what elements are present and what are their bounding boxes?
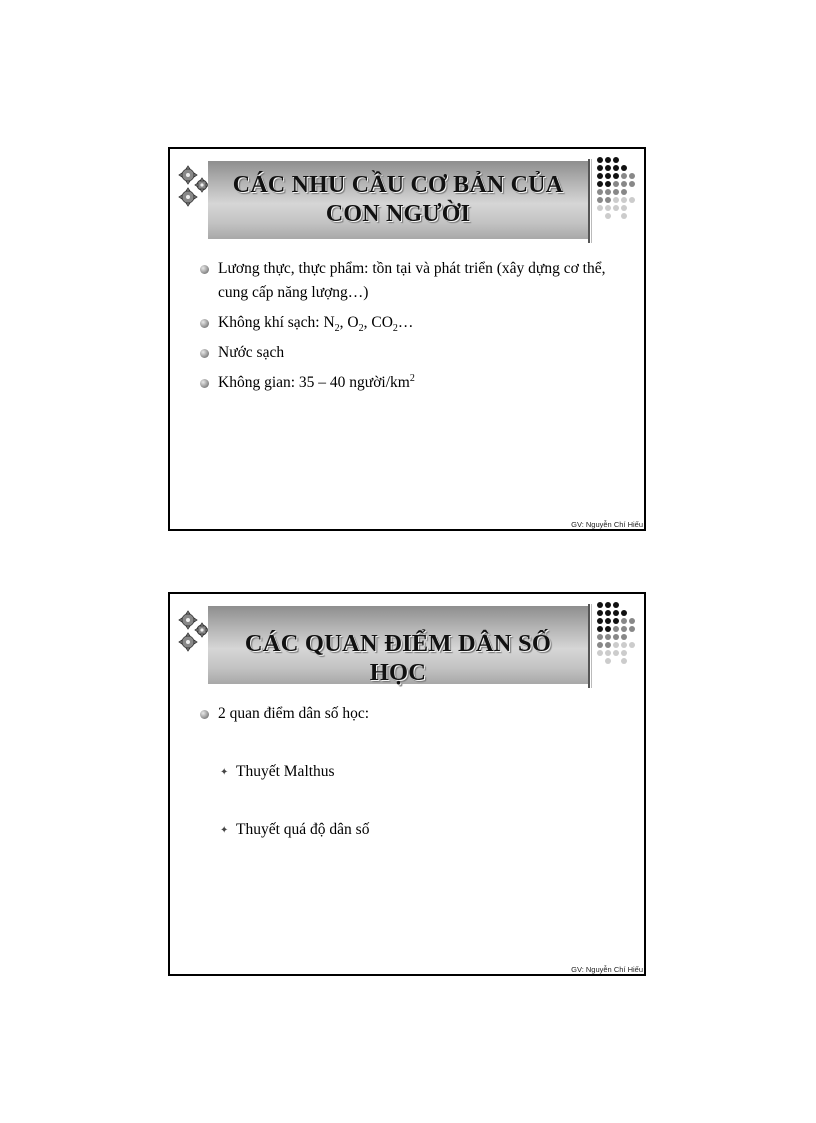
sub-bullet-text: Thuyết quá độ dân số [236,821,370,838]
sub-bullet-text: Thuyết Malthus [236,763,335,780]
divider-line-light [591,159,592,243]
gear-icon [178,608,212,656]
bullet-dot-icon [200,710,209,719]
slide-footer: GV: Nguyễn Chí Hiếu [571,520,643,529]
title-bar [208,606,588,684]
divider-line-light [591,604,592,688]
star-bullet-icon: ✦ [220,767,229,778]
sub-bullet-item [218,760,630,784]
bullet-item [200,257,630,305]
dot-grid-icon [595,155,647,233]
slide-title-line-2: CON NGƯỜI [325,201,471,227]
bullet-text: 2 quan điểm dân số học: [218,705,370,722]
slide-title [223,171,573,229]
divider-line [588,159,590,243]
bullet-dot-icon [200,379,209,388]
bullet-item [200,341,630,365]
slide-title: CÁC QUAN ĐIỂM DÂN SỐ HỌC [244,630,552,686]
dot-grid-icon [595,600,647,678]
bullet-text: Nước sạch [218,344,285,361]
bullet-dot-icon [200,265,209,274]
sub-bullet-item [218,818,630,842]
bullet-item [200,311,630,335]
slide-content [200,702,630,842]
slide-footer: GV: Nguyễn Chí Hiếu [571,965,643,974]
bullet-dot-icon [200,349,209,358]
bullet-item [200,702,630,726]
bullet-text: Không gian: 35 – 40 người/$km^2$ [218,372,415,391]
bullet-text: Không khí sạch: $N_2$, $O_2$, $CO_2\dots$ [218,314,414,335]
bullet-dot-icon [200,319,209,328]
gear-icon [178,163,212,211]
slide-content [200,257,630,401]
title-bar [208,161,588,239]
slide-title-line-1: CÁC NHU CẦU CƠ BẢN CỦA [232,172,564,198]
slide-1 [168,147,646,531]
bullet-item [200,371,630,395]
bullet-text: Lương thực, thực phẩm: tồn tại và phát triển (xây dựng cơ thể, cung cấp năng lượng…) [218,260,606,301]
divider-line [588,604,590,688]
star-bullet-icon: ✦ [220,825,229,836]
slide-2 [168,592,646,976]
